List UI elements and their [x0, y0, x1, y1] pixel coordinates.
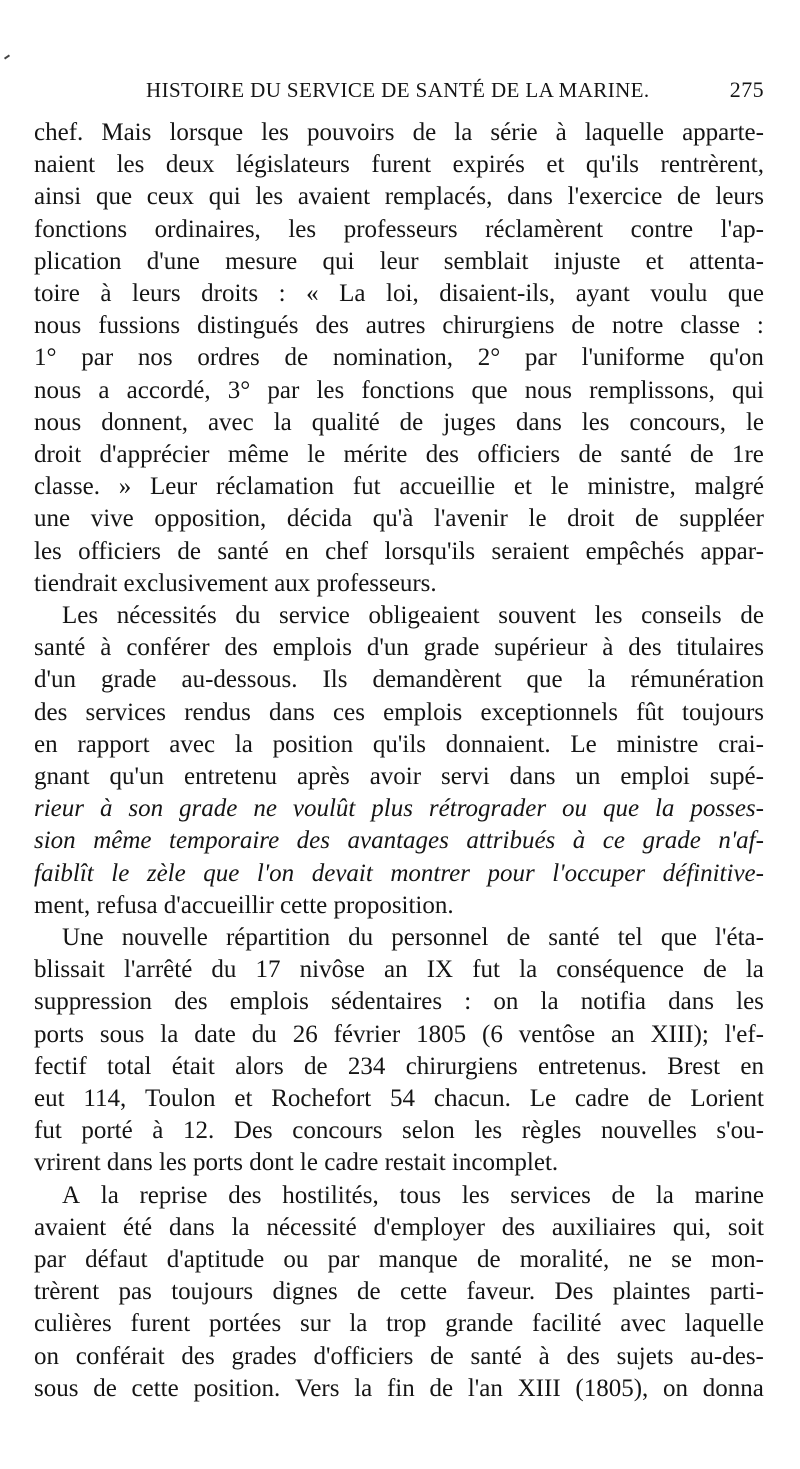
text-line: A la reprise des hostilités, tous les services de la marine	[62, 1181, 764, 1209]
text-line: ainsi que ceux qui les avaient remplacés, dans l'exercice de leurs	[34, 183, 764, 211]
text-line: ports sous la date du 26 février 1805 (6 ventôse an XIII); l'ef-	[34, 1020, 764, 1048]
text-line: suppression des emplois sédentaires : on la notifia dans les	[34, 988, 764, 1016]
text-line: classe. » Leur réclamation fut accueillie et le ministre, malgré	[34, 473, 764, 501]
text-line: en rapport avec la position qu'ils donnaient. Le ministre crai-	[34, 730, 764, 758]
text-line: Une nouvelle répartition du personnel de santé tel que l'éta-	[62, 924, 764, 951]
text-line: tiendrait exclusivement aux professeurs.	[34, 569, 437, 597]
text-line: rieur à son grade ne voulût plus rétrograder ou que la posses-	[34, 795, 764, 823]
text-line: toire à leurs droits : « La loi, disaient-ils, ayant voulu que	[34, 280, 764, 307]
text-line: fectif total était alors de 234 chirurgiens entretenus. Brest en	[34, 1052, 764, 1080]
text-line: les officiers de santé en chef lorsqu'ils seraient empêchés appar-	[34, 537, 764, 565]
text-line: 1° par nos ordres de nomination, 2° par l'uniforme qu'on	[34, 344, 764, 372]
text-line: fonctions ordinaires, les professeurs réclamèrent contre l'ap-	[34, 215, 764, 243]
text-line: culières furent portées sur la trop grande facilité avec laquelle	[34, 1310, 764, 1338]
text-line: par défaut d'aptitude ou par manque de moralité, ne se mon-	[34, 1246, 764, 1273]
corner-mark	[4, 54, 10, 59]
text-line: des services rendus dans ces emplois exceptionnels fût toujours	[34, 698, 764, 726]
text-line: santé à conférer des emplois d'un grade supérieur à des titulaires	[34, 634, 764, 662]
text-line: naient les deux législateurs furent expirés et qu'ils rentrèrent,	[34, 151, 764, 179]
text-line: d'un grade au-dessous. Ils demandèrent que la rémunération	[34, 666, 764, 694]
text-line: eut 114, Toulon et Rochefort 54 chacun. Le cadre de Lorient	[34, 1085, 764, 1112]
text-line: chef. Mais lorsque les pouvoirs de la série à laquelle apparte-	[34, 119, 764, 146]
running-head	[34, 72, 764, 108]
running-title: HISTOIRE DU SERVICE DE SANTÉ DE LA MARINE.	[146, 78, 650, 102]
text-line: on conférait des grades d'officiers de santé à des sujets au-des-	[34, 1342, 764, 1370]
text-line: droit d'apprécier même le mérite des officiers de santé de 1re	[34, 441, 764, 468]
text-line: nous fussions distingués des autres chirurgiens de notre classe :	[34, 312, 764, 340]
text-line: trèrent pas toujours dignes de cette faveur. Des plaintes parti-	[34, 1278, 764, 1306]
text-line: nous a accordé, 3° par les fonctions que nous remplissons, qui	[34, 376, 764, 404]
text-line: gnant qu'un entretenu après avoir servi dans un emploi supé-	[34, 763, 764, 790]
text-line: une vive opposition, décida qu'à l'avenir le droit de suppléer	[34, 505, 764, 533]
text-line: plication d'une mesure qui leur semblait injuste et attenta-	[34, 247, 764, 275]
text-line: blissait l'arrêté du 17 nivôse an IX fut la conséquence de la	[34, 956, 764, 984]
page-number: 275	[729, 77, 764, 102]
text-line: Les nécessités du service obligeaient souvent les conseils de	[62, 602, 764, 629]
text-line: fut porté à 12. Des concours selon les règles nouvelles s'ou-	[34, 1117, 764, 1145]
text-line: avaient été dans la nécessité d'employer des auxiliaires qui, soit	[34, 1213, 764, 1241]
text-line: vrirent dans les ports dont le cadre restait incomplet.	[34, 1149, 559, 1177]
text-line: nous donnent, avec la qualité de juges dans les concours, le	[34, 408, 764, 436]
text-line: ment, refusa d'accueillir cette proposition.	[34, 891, 454, 919]
text-line: sion même temporaire des avantages attribués à ce grade n'af-	[34, 827, 764, 855]
text-line: faiblît le zèle que l'on devait montrer pour l'occuper définitive-	[34, 859, 764, 887]
text-line: sous de cette position. Vers la fin de l'an XIII (1805), on donna	[34, 1374, 764, 1402]
